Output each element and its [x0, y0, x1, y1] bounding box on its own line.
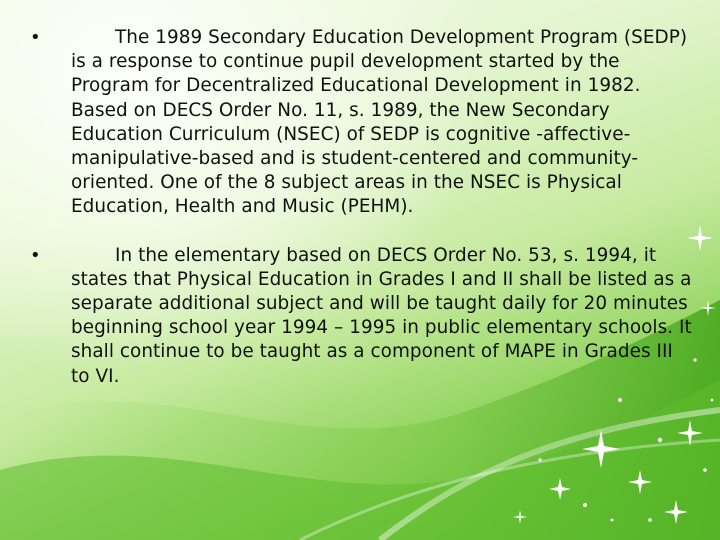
sparkle-icon: [664, 500, 688, 524]
bullet-marker: •: [30, 244, 41, 266]
bullet-text: The 1989 Secondary Education Development Program (SEDP) is a response to continue pupil development started by the Program for Decentralized Educational Development in 1982. Based on DECS Order No. 11, s. 1989, the New Secondary Education Curriculum (NSEC) of SEDP is cognitive -affective-manipulative-based and is student-centered and community-oriented. One of the 8 subject areas in the NSEC is Physical Education, Health and Music (PEHM).: [71, 27, 688, 218]
sparkle-icon: [582, 430, 620, 468]
sparkle-icon: [513, 510, 527, 524]
bullet-list: [30, 26, 695, 413]
sparkle-icon: [549, 478, 571, 500]
bullet-marker: •: [30, 27, 41, 48]
bullet-text: In the elementary based on DECS Order No. 53, s. 1994, it states that Physical Education in Grades I and II shall be listed as a separate additional subject and will be taught daily for 20 minutes beginning school year 1994 – 1995 in public elementary schools. It shall continue to be taught as a component of MAPE in Grades III to VI.: [71, 244, 692, 387]
bullet-item: [30, 26, 695, 220]
bullet-item: [30, 244, 695, 389]
sparkle-icon: [628, 470, 652, 494]
sparkle-icon: [677, 420, 703, 446]
sparkle-icon: [700, 300, 716, 316]
